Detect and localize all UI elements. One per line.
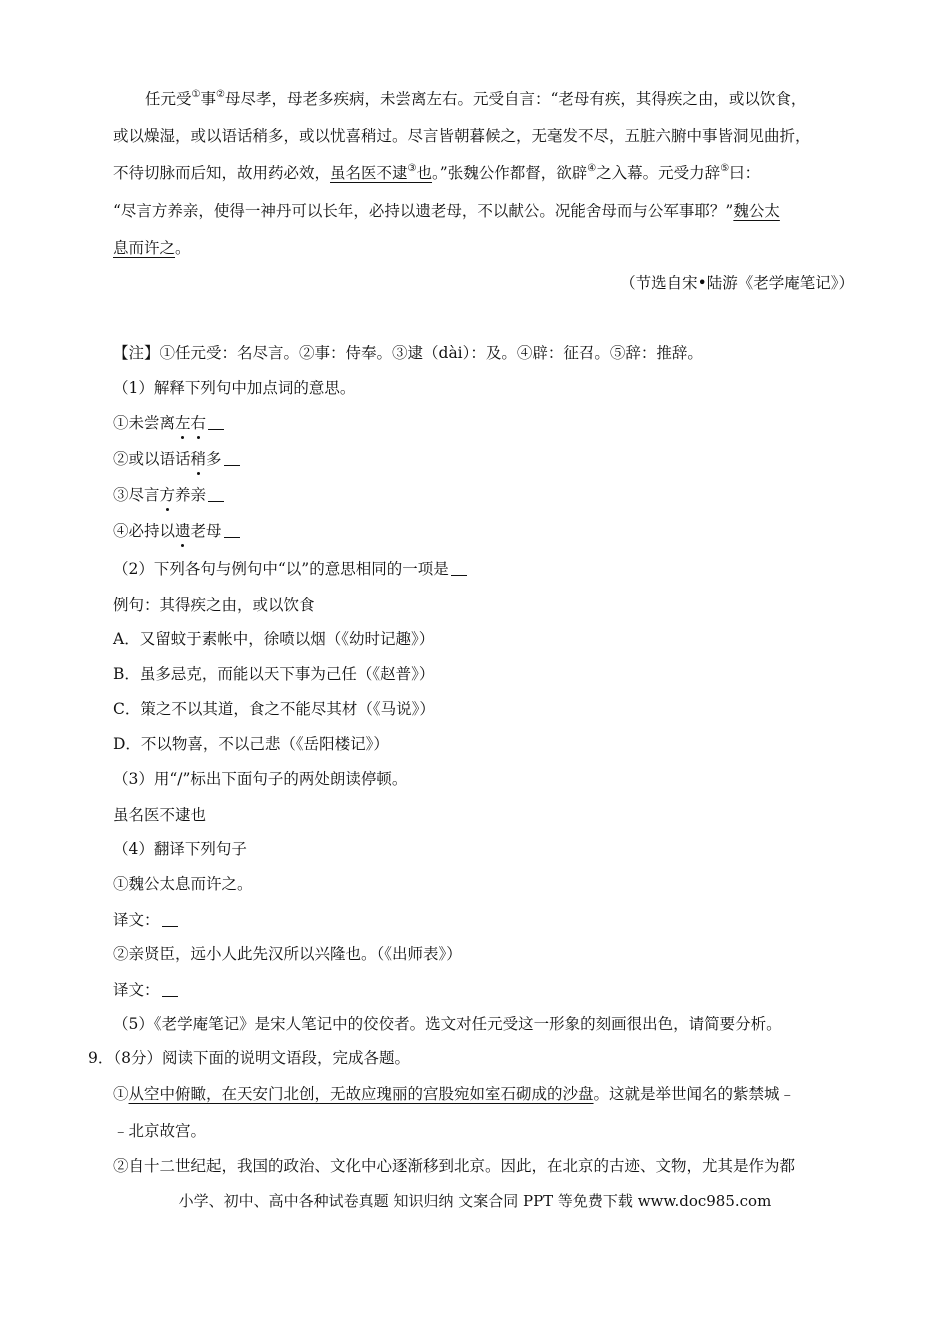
- passage-line-4: [113, 200, 780, 222]
- question-3-sentence: 虽名医不逮也: [113, 806, 207, 824]
- answer-blank[interactable]: [208, 413, 224, 430]
- passage-text: 曰：: [729, 164, 761, 182]
- question-2-option-a: A．又留蚊于素帐中，徐喷以烟（《幼时记趣》）: [113, 630, 435, 648]
- answer-blank[interactable]: [162, 980, 178, 997]
- passage-text: 母尽孝，母老多疾病，未尝离左右。元受自言：“老母有疾，其得疾之由，或以饮食，: [224, 90, 807, 108]
- question-4-sentence-1: ①魏公太息而许之。: [113, 875, 253, 893]
- underlined-sentence: 从空中俯瞰，在天安门北创，无故应瑰丽的宫股宛如室石砌成的沙盘: [128, 1085, 594, 1103]
- question-2-title: （2）下列各句与例句中“以”的意思相同的一项是: [113, 558, 467, 580]
- passage-text: 事: [200, 90, 216, 108]
- passage-text: 任元受: [145, 90, 192, 108]
- passage-line-5: [113, 237, 191, 259]
- question-2-option-d: D．不以物喜，不以己悲（《岳阳楼记》）: [113, 735, 389, 753]
- question-2-example: 例句：其得疾之由，或以饮食: [113, 596, 315, 614]
- passage-source: （节选自宋•陆游《老学庵笔记》）: [620, 274, 854, 292]
- question-9-paragraph-1-cont: ﹣北京故宫。: [113, 1122, 207, 1140]
- question-1-item-3: ③尽言方养亲: [113, 484, 224, 506]
- dotted-word: 方: [159, 486, 176, 504]
- answer-blank[interactable]: [224, 449, 240, 466]
- question-4-answer-2: 译文：: [113, 979, 178, 1001]
- question-1-title: （1）解释下列句中加点词的意思。: [113, 379, 356, 397]
- question-1-item-4: ④必持以遗老母: [113, 520, 240, 542]
- passage-line-2: 或以燥湿，或以语话稍多，或以忧喜稍过。尽言皆朝暮候之，无毫发不尽，五脏六腑中事皆洞见曲折，: [113, 127, 811, 145]
- passage-text: 不待切脉而后知，故用药必效，: [113, 164, 331, 182]
- question-9-title: 9．（8分）阅读下面的说明文语段，完成各题。: [88, 1049, 410, 1067]
- notes-text: ①任元受：名尽言。②事：侍奉。③逮（dài）：及。④辟：征召。⑤辞：推辞。: [159, 344, 703, 362]
- question-9-paragraph-1: ①从空中俯瞰，在天安门北创，无故应瑰丽的宫股宛如室石砌成的沙盘。这就是举世闻名的紫禁城﹣: [113, 1085, 796, 1103]
- dotted-word: 左: [175, 414, 191, 432]
- passage-text: “尽言方养亲，使得一神丹可以长年，必持以遗老母，不以献公。况能舍母而与公军事耶？”: [113, 202, 734, 220]
- answer-blank[interactable]: [224, 521, 240, 538]
- passage-text: 之入幕。元受力辞: [596, 164, 721, 182]
- notes-label: 【注】: [113, 344, 160, 362]
- question-4-sentence-2: ②亲贤臣，远小人此先汉所以兴隆也。（《出师表》）: [113, 945, 462, 963]
- underlined-phrase: 魏公太: [733, 202, 780, 220]
- footnote-mark: ⑤: [720, 163, 730, 174]
- passage-line-3: [113, 162, 760, 184]
- question-1-item-1: ①未尝离左右: [113, 412, 224, 434]
- question-2-option-b: B．虽多忌克，而能以天下事为己任（《赵普》）: [113, 665, 435, 683]
- footnote-mark: ④: [587, 163, 597, 174]
- footnote-mark: ②: [216, 89, 225, 100]
- question-4-answer-1: 译文：: [113, 909, 178, 931]
- question-9-paragraph-2: ②自十二世纪起，我国的政治、文化中心逐渐移到北京。因此，在北京的古迹、文物，尤其是作为都: [113, 1157, 796, 1175]
- underlined-phrase: 息而许之: [113, 239, 176, 257]
- dotted-word: 遗: [175, 522, 191, 540]
- answer-blank[interactable]: [162, 910, 178, 927]
- dotted-word: 稍: [190, 450, 207, 468]
- passage-text: 。: [175, 239, 191, 257]
- passage-text: 。”张魏公作都督，欲辟: [432, 164, 588, 182]
- question-5-title: （5）《老学庵笔记》是宋人笔记中的佼佼者。选文对任元受这一形象的刻画很出色，请简要分析。: [113, 1015, 782, 1033]
- page-footer: 小学、初中、高中各种试卷真题 知识归纳 文案合同 PPT 等免费下载 www.doc985.com: [178, 1192, 772, 1210]
- question-4-title: （4）翻译下列句子: [113, 840, 247, 858]
- answer-blank[interactable]: [451, 559, 467, 576]
- underlined-phrase: 虽名医不逮③也: [330, 163, 433, 182]
- question-2-option-c: C．策之不以其道，食之不能尽其材（《马说》）: [113, 700, 435, 718]
- footnote-mark: ①: [191, 89, 201, 100]
- question-1-item-2: ②或以语话稍多: [113, 448, 240, 470]
- passage-line-1: [145, 88, 806, 110]
- dotted-word: 右: [190, 414, 207, 432]
- question-3-title: （3）用“/”标出下面句子的两处朗读停顿。: [113, 770, 408, 788]
- answer-blank[interactable]: [208, 485, 224, 502]
- notes: [113, 342, 703, 364]
